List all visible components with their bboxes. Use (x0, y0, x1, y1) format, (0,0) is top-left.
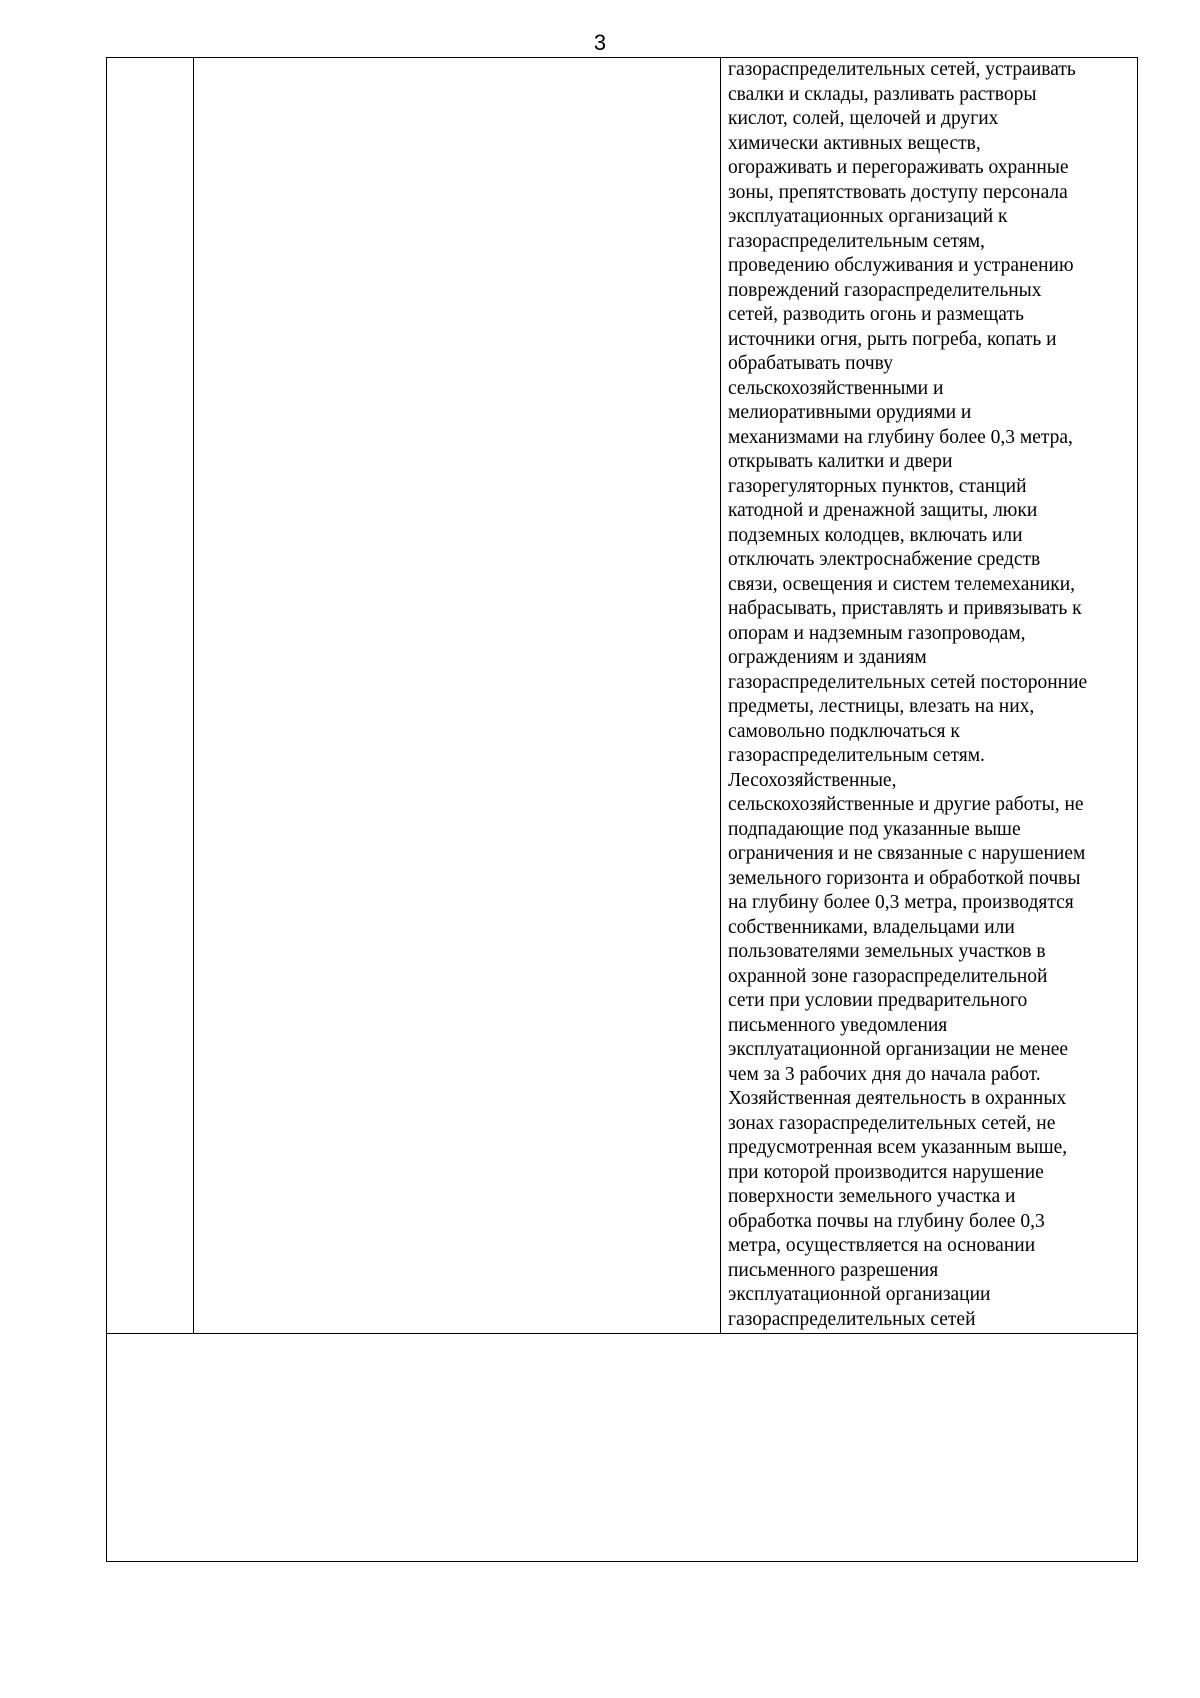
description-line: на глубину более 0,3 метра, производятся (728, 892, 1074, 913)
description-line: поверхности земельного участка и (728, 1186, 1016, 1207)
description-line: письменного уведомления (728, 1014, 948, 1036)
description-line: при которой производится нарушение (728, 1161, 1044, 1183)
description-line: опорам и надземным газопроводам, (728, 622, 1026, 644)
description-line: Лесохозяйственные, (728, 769, 897, 791)
description-line: подземных колодцев, включать или (728, 524, 1023, 546)
description-line: сетей, разводить огонь и размещать (728, 304, 1024, 325)
description-line: предметы, лестницы, влезать на них, (728, 696, 1035, 717)
description-line: кислот, солей, щелочей и других (728, 108, 999, 129)
description-line: ограничения и не связанные с нарушением (728, 843, 1086, 864)
description-line: мелиоративными орудиями и (728, 402, 972, 423)
description-line: обрабатывать почву (728, 353, 893, 374)
description-line: открывать калитки и двери (728, 451, 953, 472)
description-line: сельскохозяйственные и другие работы, не (728, 794, 1084, 815)
description-line: газорегуляторных пунктов, станций (728, 475, 1027, 497)
page-number: 3 (593, 30, 607, 55)
table-row (107, 58, 1137, 1334)
description-line: метра, осуществляется на основании (728, 1235, 1036, 1256)
description-line: отключать электроснабжение средств (728, 549, 1041, 570)
description-line: газораспределительных сетей (728, 1308, 976, 1330)
description-line: газораспределительным сетям. (728, 745, 985, 766)
description-line: ограждениям и зданиям (728, 647, 927, 668)
description-line: огораживать и перегораживать охранные (728, 157, 1069, 178)
object-name-cell (194, 58, 721, 1333)
description-line: набрасывать, приставлять и привязывать к (728, 598, 1082, 619)
description-line: свалки и склады, разливать растворы (728, 83, 1037, 105)
description-line: проведению обслуживания и устранению (728, 255, 1074, 276)
empty-bottom-block (107, 1334, 1137, 1561)
description-line: газораспределительных сетей, устраивать (728, 59, 1076, 80)
description-line: чем за 3 рабочих дня до начала работ. (728, 1063, 1041, 1085)
description-line: повреждений газораспределительных (728, 279, 1042, 301)
description-line: пользователями земельных участков в (728, 941, 1046, 962)
description-line: катодной и дренажной защиты, люки (728, 500, 1038, 521)
description-line: охранной зоне газораспределительной (728, 965, 1048, 987)
description-line: письменного разрешения (728, 1259, 939, 1281)
description-line: Хозяйственная деятельность в охранных (728, 1088, 1067, 1109)
restrictions-table (106, 57, 1138, 1562)
description-line: газораспределительных сетей посторонние (728, 671, 1088, 693)
description-line: сельскохозяйственными и (728, 377, 944, 399)
description-line: сети при условии предварительного (728, 990, 1028, 1011)
description-line: механизмами на глубину более 0,3 метра, (728, 426, 1073, 448)
description-line: зонах газораспределительных сетей, не (728, 1112, 1056, 1134)
description-line: эксплуатационной организации не менее (728, 1039, 1069, 1060)
description-line: самовольно подключаться к (728, 720, 960, 742)
description-line: предусмотренная всем указанным выше, (728, 1137, 1068, 1158)
number-cell (107, 58, 194, 1333)
description-line: обработка почвы на глубину более 0,3 (728, 1210, 1045, 1232)
description-line: эксплуатационной организации (728, 1284, 991, 1305)
restrictions-description-cell (721, 58, 1137, 1333)
description-line: связи, освещения и систем телемеханики, (728, 573, 1076, 595)
description-line: химически активных веществ, (728, 132, 981, 154)
description-line: зоны, препятствовать доступу персонала (728, 181, 1068, 203)
description-line: земельного горизонта и обработкой почвы (728, 867, 1081, 889)
description-line: собственниками, владельцами или (728, 916, 1015, 938)
description-line: подпадающие под указанные выше (728, 818, 1021, 840)
description-line: газораспределительным сетям, (728, 230, 985, 252)
description-line: эксплуатационных организаций к (728, 206, 1008, 227)
description-line: источники огня, рыть погреба, копать и (728, 328, 1057, 350)
